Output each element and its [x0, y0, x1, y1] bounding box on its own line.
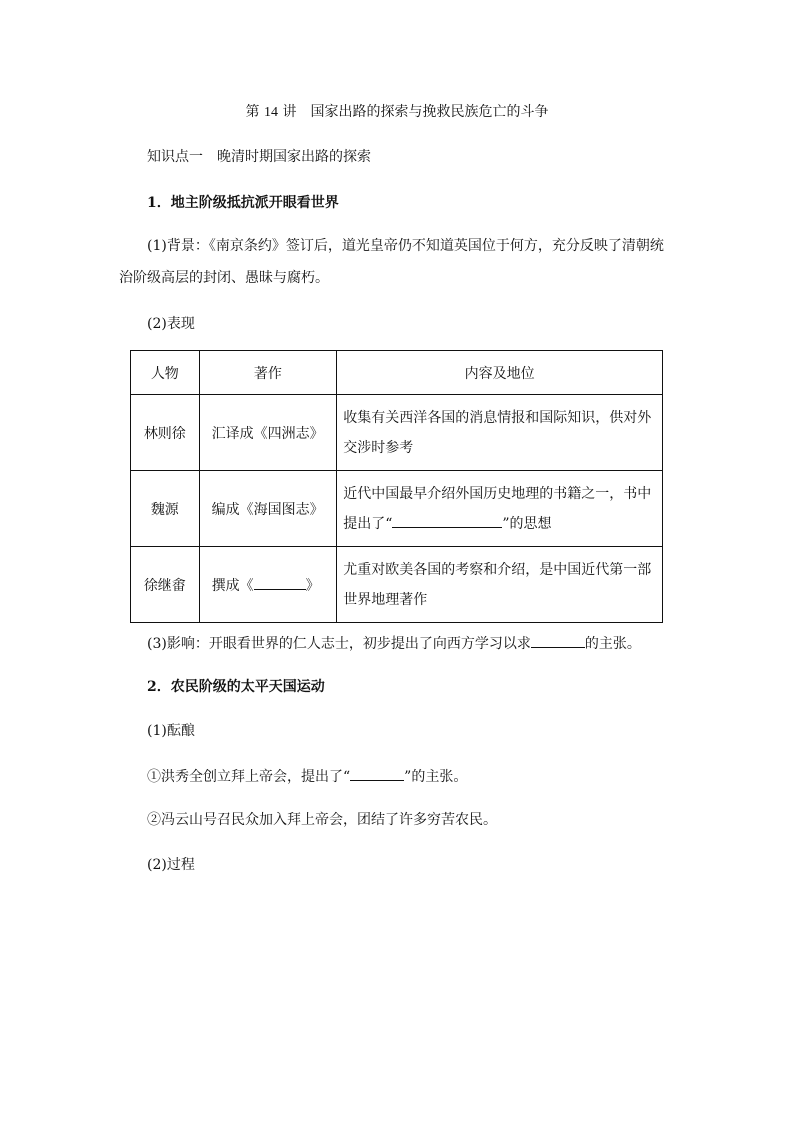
cell-work: 编成《海国图志》 [199, 471, 337, 547]
influence-text: (3)影响：开眼看世界的仁人志士，初步提出了向西方学习以求 [147, 636, 531, 652]
work-text: 撰成《 [211, 577, 254, 594]
cell-person: 徐继畬 [131, 547, 200, 623]
table-row [131, 471, 663, 547]
table-header-row [131, 351, 663, 395]
process-label: (2)过程 [147, 857, 195, 873]
header-content: 内容及地位 [337, 351, 663, 395]
header-work: 著作 [199, 351, 337, 395]
fill-in-blank[interactable] [531, 633, 585, 648]
brewing-label: (1)酝酿 [147, 723, 195, 739]
point-text: ①洪秀全创立拜上帝会，提出了“ [147, 769, 351, 785]
table-row [131, 547, 663, 623]
section-heading: 知识点一 晚清时期国家出路的探索 [147, 149, 371, 165]
fill-in-blank[interactable] [254, 575, 306, 590]
cell-person: 魏源 [131, 471, 200, 547]
figures-table [130, 350, 663, 623]
point-text: ”的主张。 [404, 769, 468, 785]
background-line-1: (1)背景：《南京条约》签订后，道光皇帝仍不知道英国位于何方，充分反映了清朝统 [147, 238, 664, 254]
point-1 [147, 766, 467, 787]
point-2: ②冯云山号召民众加入拜上帝会，团结了许多穷苦农民。 [147, 812, 497, 828]
cell-description [337, 395, 663, 471]
cell-work: 汇译成《四洲志》 [199, 395, 337, 471]
performance-label: (2)表现 [147, 316, 195, 332]
description-line: 世界地理著作 [343, 591, 428, 608]
description-text: 提出了“ [343, 515, 393, 532]
work-text: 》 [305, 577, 320, 594]
description-line: 尤重对欧美各国的考察和介绍，是中国近代第一部 [343, 561, 652, 578]
description-line [343, 509, 652, 539]
cell-person: 林则徐 [131, 395, 200, 471]
influence-text: 的主张。 [584, 636, 641, 652]
influence-paragraph [147, 633, 641, 654]
table-row [131, 395, 663, 471]
title-prefix: 第 [245, 104, 264, 120]
description-line: 交涉时参考 [343, 439, 414, 456]
fill-in-blank[interactable] [392, 513, 502, 528]
header-person: 人物 [131, 351, 200, 395]
item2-heading: 2．农民阶级的太平天国运动 [147, 679, 325, 695]
background-line-2: 治阶级高层的封闭、愚昧与腐朽。 [119, 270, 329, 286]
title-lesson-number: 14 [264, 105, 278, 120]
cell-description [337, 547, 663, 623]
page-title [0, 102, 794, 123]
cell-description [337, 471, 663, 547]
fill-in-blank[interactable] [350, 766, 404, 781]
title-suffix: 讲 国家出路的探索与挽救民族危亡的斗争 [278, 104, 549, 120]
item1-heading: 1．地主阶级抵抗派开眼看世界 [147, 195, 339, 211]
cell-work [199, 547, 337, 623]
description-line: 近代中国最早介绍外国历史地理的书籍之一，书中 [343, 485, 652, 502]
description-line: 收集有关西洋各国的消息情报和国际知识，供对外 [343, 409, 652, 426]
description-text: ”的思想 [502, 515, 552, 532]
